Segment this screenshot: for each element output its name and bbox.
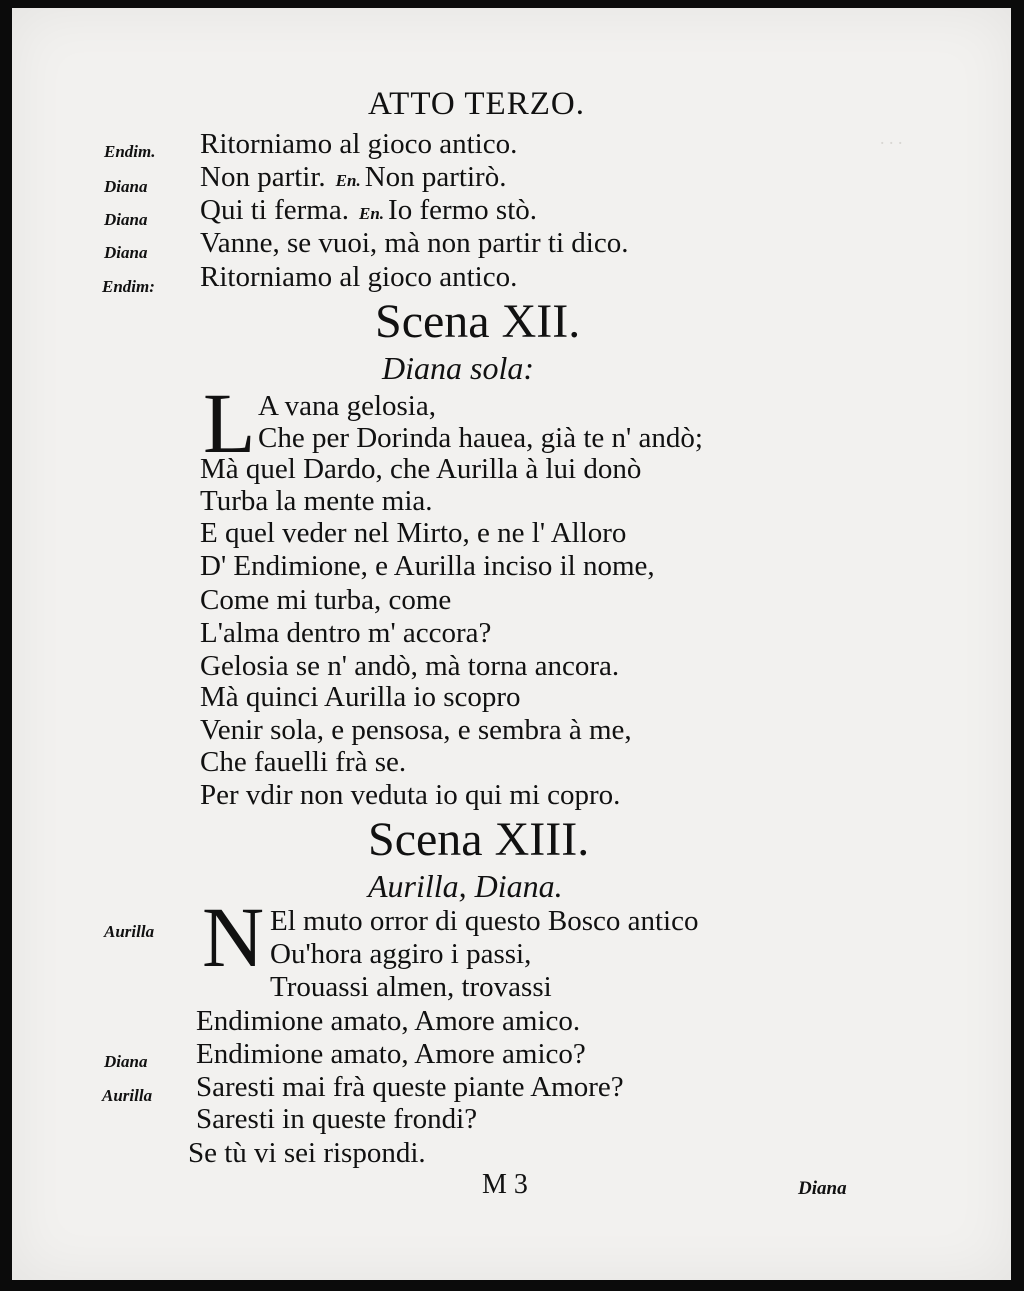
verse-line: Turba la mente mia. xyxy=(200,485,433,517)
verse-line: Trouassi almen, trovassi xyxy=(270,971,552,1003)
catchword: Diana xyxy=(798,1178,847,1199)
speaker-label: Diana xyxy=(104,1052,148,1071)
verse-text: Qui ti ferma. xyxy=(200,194,349,226)
verse-line: Venir sola, e pensosa, e sembra à me, xyxy=(200,714,632,746)
verse-line: Endimione amato, Amore amico. xyxy=(196,1005,581,1037)
verse-line: Se tù vi sei rispondi. xyxy=(188,1137,426,1169)
speaker-label: Diana xyxy=(104,243,148,262)
page-title: ATTO TERZO. xyxy=(368,86,585,122)
bleed-through-text: . . . xyxy=(880,128,903,148)
verse-line xyxy=(200,163,506,192)
verse-line: L'alma dentro m' accora? xyxy=(200,617,492,649)
scene-heading: Scena XIII. xyxy=(368,813,590,866)
verse-line: Vanne, se vuoi, mà non partir ti dico. xyxy=(200,227,629,259)
verse-line: E quel veder nel Mirto, e ne l' Alloro xyxy=(200,517,627,549)
scene-heading: Scena XII. xyxy=(375,295,581,348)
verse-text: Non partirò. xyxy=(364,161,507,193)
speaker-label: Aurilla xyxy=(102,1086,153,1105)
scene-characters: Diana sola: xyxy=(382,350,534,386)
verse-line: Saresti in queste frondi? xyxy=(196,1103,478,1135)
signature-mark: M 3 xyxy=(482,1169,528,1200)
verse-line: Ou'hora aggiro i passi, xyxy=(270,938,532,970)
drop-cap: L xyxy=(203,375,256,471)
speaker-label: Diana xyxy=(104,177,148,196)
verse-line: Mà quel Dardo, che Aurilla à lui donò xyxy=(200,453,642,485)
verse-text: Io fermo stò. xyxy=(388,194,538,226)
verse-line: El muto orror di questo Bosco antico xyxy=(270,905,699,937)
verse-line: Per vdir non veduta io qui mi copro. xyxy=(200,779,621,811)
speaker-label: Endim: xyxy=(102,277,155,296)
verse-text: Non partir. xyxy=(200,161,326,193)
scene-characters: Aurilla, Diana. xyxy=(368,868,563,904)
speaker-label: Aurilla xyxy=(104,922,155,941)
verse-line: Mà quinci Aurilla io scopro xyxy=(200,681,521,713)
verse-line: Ritorniamo al gioco antico. xyxy=(200,128,518,160)
speaker-label: Diana xyxy=(104,210,148,229)
verse-line: Che fauelli frà se. xyxy=(200,746,407,778)
verse-line: Come mi turba, come xyxy=(200,584,452,616)
verse-line: Ritorniamo al gioco antico. xyxy=(200,261,518,293)
drop-cap: N xyxy=(202,889,265,985)
book-page xyxy=(12,8,1011,1280)
verse-line: D' Endimione, e Aurilla inciso il nome, xyxy=(200,550,655,582)
speaker-label: Endim. xyxy=(104,142,156,161)
inline-speaker-label: En. xyxy=(335,171,361,190)
verse-line: Endimione amato, Amore amico? xyxy=(196,1038,586,1070)
verse-line: Saresti mai frà queste piante Amore? xyxy=(196,1071,624,1103)
verse-line xyxy=(200,196,537,225)
inline-speaker-label: En. xyxy=(358,204,385,223)
verse-line: A vana gelosia, xyxy=(258,390,436,422)
verse-line: Gelosia se n' andò, mà torna ancora. xyxy=(200,650,620,682)
verse-line: Che per Dorinda hauea, già te n' andò; xyxy=(258,422,703,454)
